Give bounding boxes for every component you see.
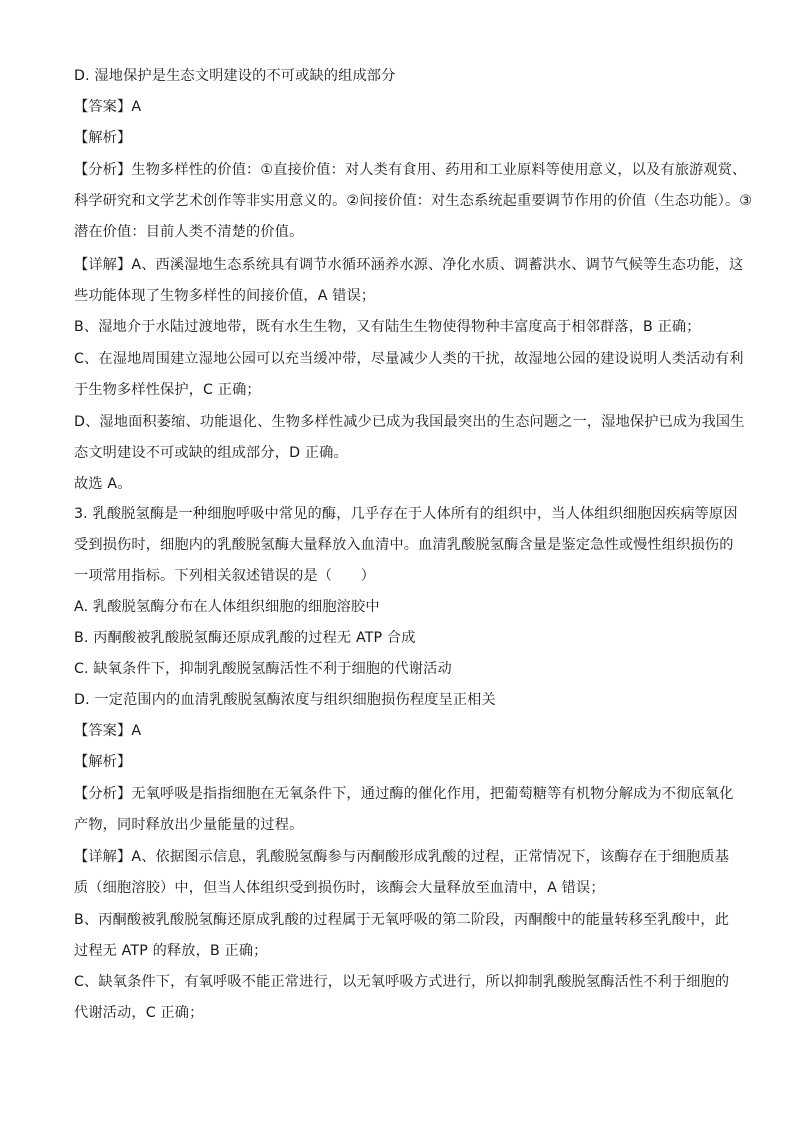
explanation-line: 代谢活动，C 正确； bbox=[74, 1005, 204, 1021]
explanation-line: 态文明建设不可或缺的组成部分，D 正确。 bbox=[74, 445, 348, 461]
answer-label: 【答案】A bbox=[74, 723, 142, 739]
analysis-line: 产物，同时释放出少量能量的过程。 bbox=[74, 817, 304, 833]
analysis-line: 潜在价值：目前人类不清楚的价值。 bbox=[74, 224, 304, 240]
analysis-heading: 【解析】 bbox=[74, 754, 132, 770]
analysis-heading: 【解析】 bbox=[74, 130, 132, 146]
explanation-line: 【详解】A、依据图示信息，乳酸脱氢酶参与丙酮酸形成乳酸的过程，正常情况下，该酶存在于细胞质基 bbox=[74, 849, 730, 865]
question-stem: 受到损伤时，细胞内的乳酸脱氢酶大量释放入血清中。血清乳酸脱氢酶含量是鉴定急性或慢性组织损伤的 bbox=[74, 537, 734, 553]
option-d: D. 一定范围内的血清乳酸脱氢酶浓度与组织细胞损伤程度呈正相关 bbox=[74, 692, 496, 708]
explanation-line: C、缺氧条件下，有氧呼吸不能正常进行，以无氧呼吸方式进行，所以抑制乳酸脱氢酶活性不利于细胞的 bbox=[74, 974, 730, 990]
option-d: D. 湿地保护是生态文明建设的不可或缺的组成部分 bbox=[74, 68, 396, 84]
question-stem: 3. 乳酸脱氢酶是一种细胞呼吸中常见的酶，几乎存在于人体所有的组织中，当人体组织细胞因疾病等原因 bbox=[74, 506, 738, 522]
option-b: B. 丙酮酸被乳酸脱氢酶还原成乳酸的过程无 ATP 合成 bbox=[74, 630, 416, 646]
question-stem: 一项常用指标。下列相关叙述错误的是（ ） bbox=[74, 568, 376, 584]
explanation-line: 质（细胞溶胶）中，但当人体组织受到损伤时，该酶会大量释放至血清中，A 错误； bbox=[74, 880, 605, 896]
analysis-line: 【分析】生物多样性的价值：①直接价值：对人类有食用、药用和工业原料等使用意义，以及有旅游观赏、 bbox=[74, 162, 747, 178]
explanation-line: 【详解】A、西溪湿地生态系统具有调节水循环涵养水源、净化水质、调蓄洪水、调节气候等生态功能，这 bbox=[74, 257, 744, 273]
explanation-line: D、湿地面积萎缩、功能退化、生物多样性减少已成为我国最突出的生态问题之一，湿地保护已成为我国生 bbox=[74, 414, 745, 430]
explanation-line: B、丙酮酸被乳酸脱氢酶还原成乳酸的过程属于无氧呼吸的第二阶段，丙酮酸中的能量转移至乳酸中，此 bbox=[74, 912, 730, 928]
explanation-line: B、湿地介于水陆过渡地带，既有水生生物，又有陆生生物使得物种丰富度高于相邻群落，B 正确； bbox=[74, 319, 701, 335]
answer-label: 【答案】A bbox=[74, 99, 142, 115]
conclusion: 故选 A。 bbox=[74, 476, 132, 492]
explanation-line: 些功能体现了生物多样性的间接价值，A 错误； bbox=[74, 288, 376, 304]
explanation-line: C、在湿地周围建立湿地公园可以充当缓冲带，尽量减少人类的干扰，故湿地公园的建设说明人类活动有利 bbox=[74, 351, 744, 367]
option-c: C. 缺氧条件下，抑制乳酸脱氢酶活性不利于细胞的代谢活动 bbox=[74, 661, 452, 677]
explanation-line: 过程无 ATP 的释放，B 正确； bbox=[74, 943, 268, 959]
option-a: A. 乳酸脱氢酶分布在人体组织细胞的细胞溶胶中 bbox=[74, 599, 380, 615]
explanation-line: 于生物多样性保护，C 正确； bbox=[74, 382, 261, 398]
analysis-line: 【分析】无氧呼吸是指指细胞在无氧条件下，通过酶的催化作用，把葡萄糖等有机物分解成为不彻底氧化 bbox=[74, 786, 734, 802]
analysis-line: 科学研究和文学艺术创作等非实用意义的。②间接价值：对生态系统起重要调节作用的价值（生态功能）。③ bbox=[74, 193, 753, 209]
